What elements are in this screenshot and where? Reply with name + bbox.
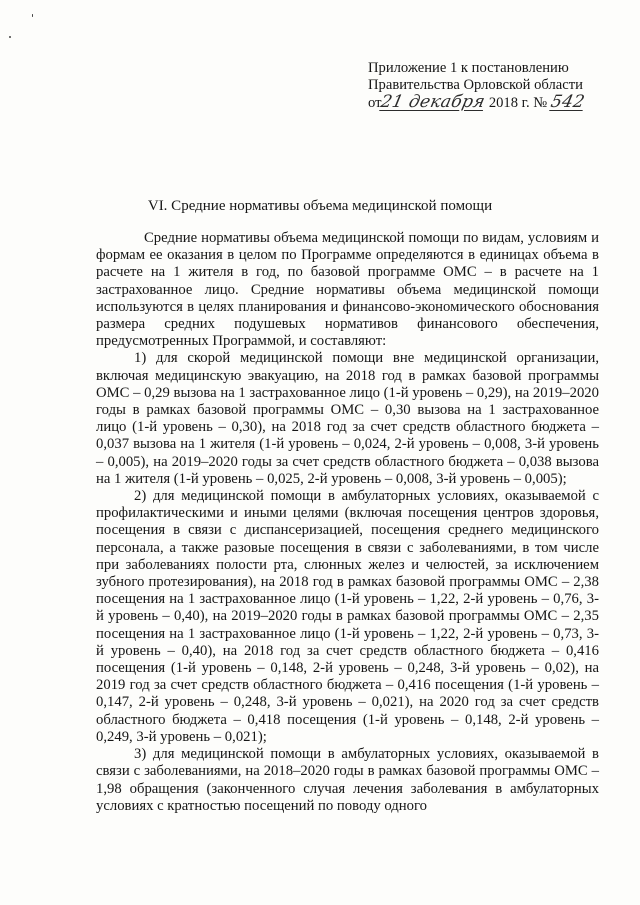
scan-speck (9, 36, 11, 38)
year-text: 2018 г. № (488, 95, 548, 111)
header-line-2: Правительства Орловской области (368, 77, 583, 93)
handwritten-date: 21 декабря (379, 92, 488, 112)
header-line-1: Приложение 1 к постановлению (368, 60, 569, 76)
list-item-1: 1) для скорой медицинской помощи вне медицинской организации, включая медицинскую эвакуацию, на 2018 год в рамках базовой программы ОМС – 0,29 вызова на 1 застрахованное лицо (1-й уровень – 0,29), на 2019–2020 годы в рамках базовой программы ОМС – 0,30 вызова на 1 застрахованное лицо (1-й уровень – 0,30), на 2018 год за счет средств областного бюджета – 0,037 вызова на 1 жителя (1-й уровень – 0,024, 2-й уровень – 0,008, 3-й уровень – 0,005), на 2019–2020 годы за счет средств областного бюджета – 0,038 вызова на 1 жителя (1-й уровень – 0,025, 2-й уровень – 0,008, 3-й уровень – 0,005); (96, 350, 599, 487)
header-line-3 (368, 94, 628, 112)
intro-paragraph: Средние нормативы объема медицинской помощи по видам, условиям и формам ее оказания в целом по Программе определяются в единицах объема в расчете на 1 жителя в год, по базовой программе ОМС – в расчете на 1 застрахованное лицо. Средние нормативы объема медицинской помощи используются в целях планирования и финансово-экономического обоснования размера средних подушевых нормативов финансового обеспечения, предусмотренных Программой, и составляют: (96, 230, 599, 350)
list-item-2: 2) для медицинской помощи в амбулаторных условиях, оказываемой с профилактическими и иными целями (включая посещения центров здоровья, посещения в связи с диспансеризацией, посещения среднего медицинского персонала, а также разовые посещения в связи с заболеваниями, в том числе при заболеваниях полости рта, слюнных желез и челюстей, за исключением зубного протезирования), на 2018 год в рамках базовой программы ОМС – 2,38 посещения на 1 застрахованное лицо (1-й уровень – 1,22, 2-й уровень – 0,76, 3-й уровень – 0,40), на 2019–2020 годы в рамках базовой программы ОМС – 2,35 посещения на 1 застрахованное лицо (1-й уровень – 1,22, 2-й уровень – 0,73, 3-й уровень – 0,40), на 2018 год за счет средств областного бюджета – 0,416 посещения (1-й уровень – 0,148, 2-й уровень – 0,248, 3-й уровень – 0,02), на 2019 год за счет средств областного бюджета – 0,416 посещения (1-й уровень – 0,147, 2-й уровень – 0,248, 3-й уровень – 0,021), на 2020 год за счет средств областного бюджета – 0,418 посещения (1-й уровень – 0,148, 2-й уровень – 0,249, 3-й уровень – 0,021); (96, 488, 599, 745)
date-prefix: от (368, 95, 382, 111)
document-header (368, 60, 628, 112)
list-item-3: 3) для медицинской помощи в амбулаторных условиях, оказываемой в связи с заболеваниями, на 2018–2020 годы в рамках базовой программы ОМС – 1,98 обращения (законченного случая лечения заболевания в амбулаторных условиях с кратностью посещений по поводу одного (96, 746, 599, 814)
handwritten-number: 542 (548, 92, 587, 112)
scan-speck (32, 14, 33, 17)
body-text (96, 230, 599, 815)
section-title: VI. Средние нормативы объема медицинской помощи (147, 198, 493, 214)
